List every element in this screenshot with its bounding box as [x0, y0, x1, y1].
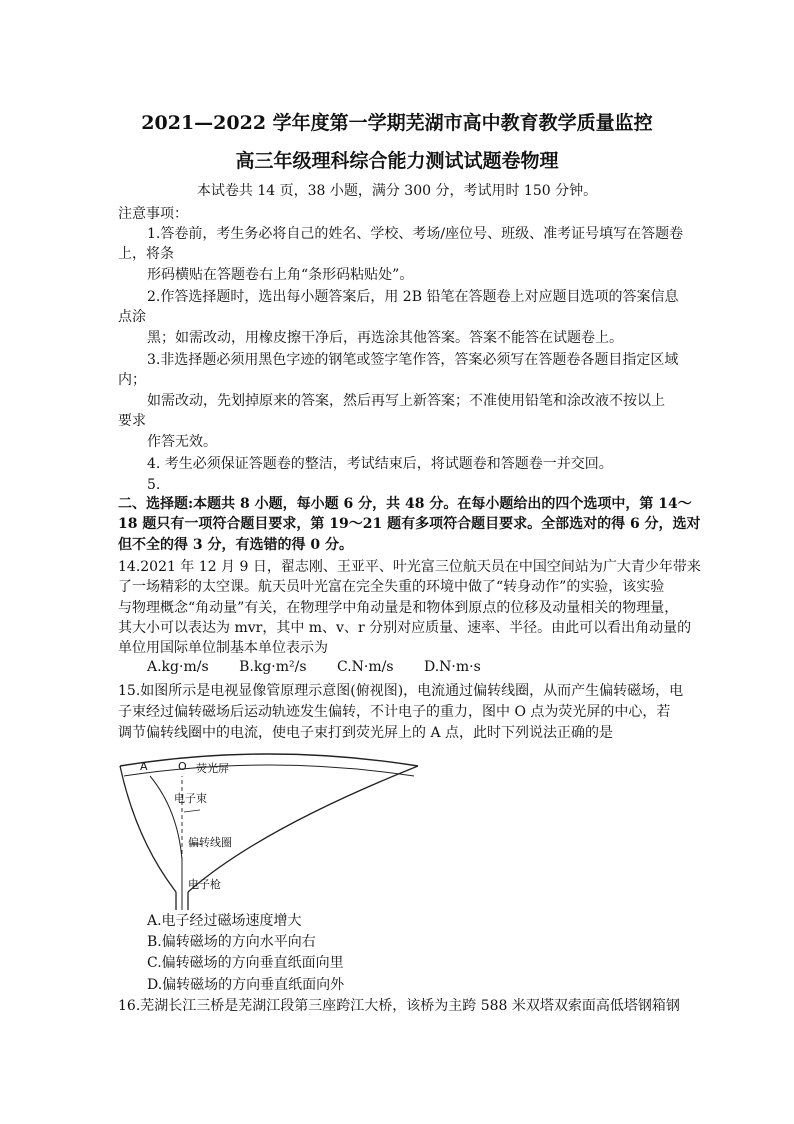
question-16-line1: 16.芜湖长江三桥是芜湖江段第三座跨江大桥，该桥为主跨 588 米双塔双索面高低塔钢箱钢	[118, 998, 680, 1014]
question-14-line5: 单位用国际单位制基本单位表示为	[118, 640, 328, 656]
label-coil: 偏转线圈	[188, 836, 232, 849]
q14-option-a: A.kg·m/s	[147, 659, 209, 675]
note-3-line-c: 如需改动，先划掉原来的答案，然后再写上新答案；不准使用铅笔和涂改液不按以上	[147, 393, 665, 409]
question-14-options	[147, 659, 507, 675]
q14-option-d: D.N·m·s	[423, 659, 481, 675]
section-instructions-line1: 二、选择题:本题共 8 小题，每小题 6 分，共 48 分。在每小题给出的四个选项中，第 14～	[118, 496, 692, 512]
label-gun: 电子枪	[188, 878, 221, 891]
screen-outer-arc	[120, 754, 418, 766]
question-14-line4: 其大小可以表达为 mvr，其中 m、v、r 分别对应质量、速率、半径。由此可以看出角动量的	[118, 620, 692, 636]
screen-inner-arc	[124, 765, 414, 776]
section-instructions-line3: 但不全的得 3 分，有选错的得 0 分。	[118, 537, 353, 553]
exam-title-line1: 2021—2022 学年度第一学期芜湖市高中教育教学质量监控	[141, 112, 653, 134]
note-2-line-b: 点涂	[118, 309, 146, 325]
question-14-line2: 了一场精彩的太空课。航天员叶光富在完全失重的环境中做了“转身动作”的实验，该实验	[118, 579, 665, 595]
note-3-line-e: 作答无效。	[147, 434, 217, 450]
q14-option-b: B.kg·m²/s	[239, 659, 307, 675]
question-14-line3: 与物理概念“角动量”有关，在物理学中角动量是和物体到原点的位移及动量相关的物理量，	[118, 600, 679, 616]
label-beam: 电子束	[174, 792, 207, 805]
exam-title-line2: 高三年级理科综合能力测试试题卷物理	[235, 150, 559, 172]
note-2-line-a: 2.作答选择题时，选出每小题答案后，用 2B 铅笔在答题卷上对应题目选项的答案信息	[147, 289, 679, 305]
label-a: A	[140, 760, 148, 773]
note-1-line-b: 上，将条	[118, 246, 174, 262]
note-2-line-c: 黑；如需改动，用橡皮擦干净后，再选涂其他答案。答案不能答在试题卷上。	[147, 330, 623, 346]
note-3-line-b: 内；	[118, 372, 146, 388]
note-5: 5.	[147, 477, 161, 493]
label-o: O	[178, 760, 187, 773]
question-15-line2: 子束经过偏转磁场后运动轨迹发生偏转，不计电子的重力，图中 O 点为荧光屏的中心，若	[118, 704, 671, 720]
q14-option-c: C.N·m/s	[336, 659, 394, 675]
note-3-line-d: 要求	[118, 413, 146, 429]
note-3-line-a: 3.非选择题必须用黑色字迹的钢笔或签字笔作答，答案必须写在答题卷各题目指定区域	[147, 352, 679, 368]
tube-left-wall	[120, 766, 176, 892]
note-4: 4. 考生必须保证答题卷的整洁，考试结束后，将试题卷和答题卷一并交回。	[147, 456, 613, 472]
note-1-line-c: 形码横贴在答题卷右上角“条形码粘贴处”。	[147, 267, 414, 283]
q15-option-a: A.电子经过磁场速度增大	[147, 913, 302, 929]
tube-right-wall	[188, 766, 418, 892]
exam-subtitle: 本试卷共 14 页，38 小题，满分 300 分，考试用时 150 分钟。	[196, 183, 598, 199]
beam-leader-line	[184, 810, 200, 812]
question-14-line1: 14.2021 年 12 月 9 日，翟志刚、王亚平、叶光富三位航天员在中国空间站为广大青少年带来	[118, 559, 701, 575]
notes-heading: 注意事项：	[118, 206, 188, 222]
section-instructions-line2: 18 题只有一项符合题目要求，第 19～21 题有多项符合题目要求。全部选对的得 6 分，选对	[118, 516, 701, 532]
q15-option-d: D.偏转磁场的方向垂直纸面向外	[147, 977, 345, 993]
crt-diagram	[118, 750, 428, 910]
q15-option-c: C.偏转磁场的方向垂直纸面向里	[147, 955, 344, 971]
question-15-line1: 15.如图所示是电视显像管原理示意图(俯视图)，电流通过偏转线圈，从而产生偏转磁场，电	[118, 683, 684, 699]
note-1-line-a: 1.答卷前，考生务必将自己的姓名、学校、考场/座位号、班级、准考证号填写在答题卷	[147, 226, 684, 242]
label-screen: 荧光屏	[196, 762, 229, 775]
question-15-line3: 调节偏转线圈中的电流，使电子束打到荧光屏上的 A 点，此时下列说法正确的是	[118, 725, 614, 741]
q15-option-b: B.偏转磁场的方向水平向右	[147, 934, 316, 950]
